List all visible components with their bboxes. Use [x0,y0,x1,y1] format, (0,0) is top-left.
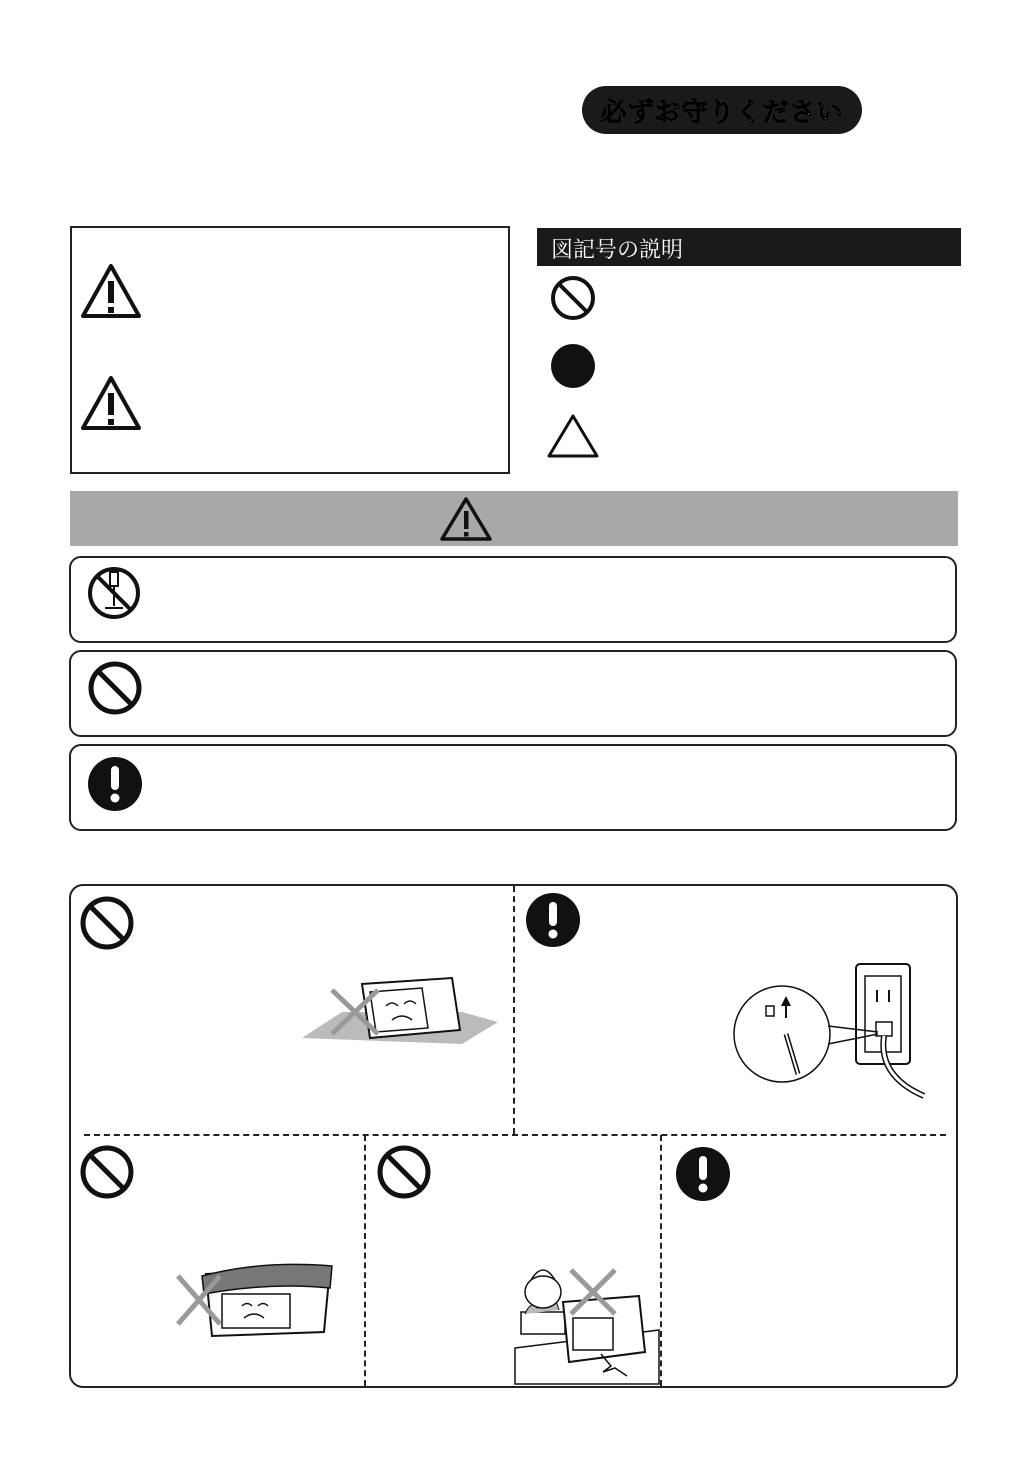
prohibited-circle-icon [549,274,597,322]
warning-item-no-disassembly [69,556,957,643]
covered-microwave-illustration [172,1258,336,1338]
prohibited-circle-icon [79,1144,135,1200]
signal-word-definition-box [70,226,510,474]
panel-divider [513,886,515,1134]
caution-outline-triangle-icon [546,412,600,460]
must-follow-badge [582,86,862,134]
symbol-legend-heading [537,228,961,266]
warning-item-mandatory [69,744,957,831]
microwave-on-uneven-surface-illustration [302,970,502,1050]
prohibited-circle-icon [79,895,135,951]
warning-triangle-icon [80,262,142,320]
mandatory-exclamation-icon [87,754,145,812]
no-disassembly-icon [87,566,145,624]
prohibited-circle-icon [87,660,145,718]
mandatory-exclamation-icon [525,892,581,948]
warning-item-prohibited [69,650,957,737]
warning-section-band [70,491,958,546]
panel-divider [84,1134,946,1136]
symbol-legend-heading-text: 図記号の説明 [551,238,684,263]
panel-divider [364,1135,366,1386]
mandatory-filled-circle-icon [549,344,597,392]
mandatory-exclamation-icon [675,1146,731,1202]
must-follow-badge-text: 必ずお守りください [600,97,844,128]
caution-triangle-icon [80,374,142,432]
warning-triangle-icon [439,495,493,543]
power-plug-outlet-illustration [732,962,936,1102]
prohibited-circle-icon [376,1144,432,1200]
microwave-near-stove-illustration [515,1258,659,1384]
panel-divider [660,1135,662,1386]
